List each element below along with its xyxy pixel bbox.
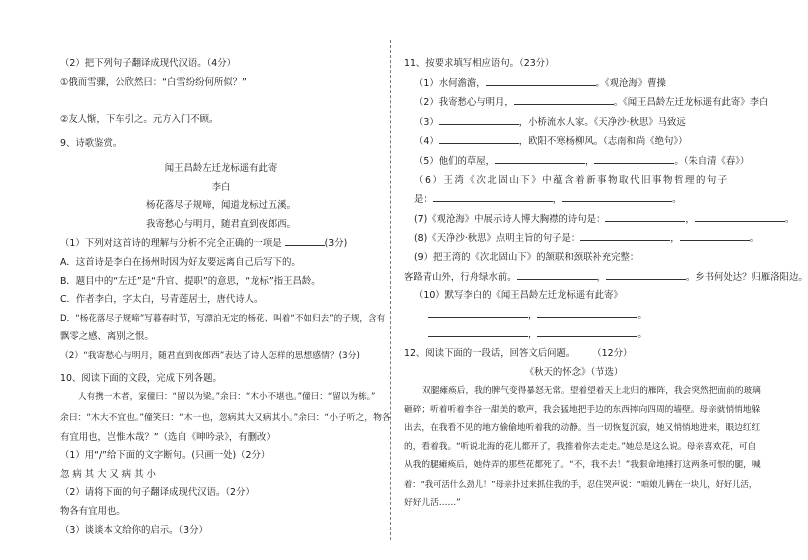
answer-blank[interactable] [580, 229, 670, 241]
answer-blank[interactable] [606, 268, 686, 280]
answer-blank[interactable] [537, 306, 637, 318]
answer-blank[interactable] [439, 132, 519, 144]
answer-blank[interactable] [562, 190, 672, 202]
q8-2-instruction: （2）把下列句子翻译成现代汉语。（4分） [60, 58, 236, 69]
q10-1-text: 忽 病 其 大 又 病 其 小 [60, 468, 156, 480]
option-b: B．题目中的“左迁”是“升官、提职”的意思，“龙标”指王昌龄。 [60, 275, 321, 287]
answer-blank[interactable] [285, 234, 325, 246]
answer-blank[interactable] [495, 152, 585, 164]
fill-5: （5）他们的草屋， ， 。（朱自清《春》） [404, 152, 744, 172]
option-a: A．这首诗是李白在扬州时因为好友要远离自己后写下的。 [60, 256, 301, 268]
fill-7-prefix: (7)《观沧海》中展示诗人博大胸襟的诗句是： [414, 213, 606, 225]
q12-score: （12分） [592, 347, 633, 359]
fill-2 [404, 93, 769, 113]
fill-6-line-1: （6）王湾《次北固山下》中蕴含着新事物取代旧事物哲理的句子 [414, 174, 729, 186]
q12-para-line-2: 砸碎；听着听着李谷一甜美的歌声，我会猛地把手边的东西摔向四周的墙壁。母亲就悄悄地躲 [404, 404, 761, 415]
answer-blank[interactable] [537, 325, 637, 337]
q9-heading: 9、诗歌鉴赏。 [60, 138, 123, 150]
fill-7: (7)《观沧海》中展示诗人博大胸襟的诗句是： ， 。 [404, 210, 744, 230]
fill-9-suffix: 。乡书何处达？归雁洛阳边。 [685, 271, 808, 283]
fill-3-prefix: （3） [414, 116, 439, 128]
q12-para-line-7: 好好儿活……” [404, 497, 461, 508]
right-column [404, 55, 808, 512]
q9-2-question: （2）“我寄愁心与明月，随君直到夜郎西”表达了诗人怎样的思想感情？(3分) [60, 350, 360, 361]
fill-1-prefix: （1）水何澹澹， [414, 77, 486, 89]
fill-1-suffix: 。《观沧海》曹操 [595, 77, 666, 89]
fill-10-answer-1: ， 。 [404, 306, 744, 326]
fill-6-prefix: 是： [414, 194, 433, 206]
answer-blank[interactable] [594, 152, 674, 164]
spacer [60, 92, 382, 111]
q12-passage-title: 《秋天的怀念》（节选） [524, 366, 624, 378]
fill-8: (8)《天净沙·秋思》点明主旨的句子是： ， 。 [404, 229, 744, 249]
fill-10-answer-2: ， 。 [404, 325, 744, 345]
left-column [60, 55, 391, 540]
q12-para-line-1: 双腿瘫痪后，我的脾气变得暴怒无常。望着望着天上北归的雁阵，我会突然把面前的玻璃 [422, 386, 761, 397]
fill-3-suffix: ，小桥流水人家。《天净沙·秋思》马致远 [518, 116, 686, 128]
q10-2-text: 物各有宜用也。 [60, 506, 126, 518]
answer-blank[interactable] [514, 93, 614, 105]
answer-blank[interactable] [428, 306, 528, 318]
option-d-line-1: D．“杨花落尽子规啼”写暮春时节，写漂泊无定的杨花、叫着“不如归去”的子规，含有 [60, 313, 386, 324]
q10-3-question: （3）谈谈本文给你的启示。（3分） [60, 524, 208, 536]
q11-heading: 11、按要求填写相应语句。（23分） [404, 58, 555, 69]
passage-line-1: 人有携一木者，家僮曰：“留以为梁。”余曰：“木小不堪也。”僮曰：“留以为栋。” [78, 392, 376, 403]
q12-para-line-5: 从我的腿瘫痪后，她侍弄的那些花都死了。“不，我不去！”我狠命地捶打这两条可恨的腿，喊 [404, 460, 761, 471]
fill-4-suffix: ，欧阳不寒杨柳风。（志南和尚《绝句》） [518, 136, 688, 148]
fill-3 [404, 113, 744, 133]
fill-8-prefix: (8)《天净沙·秋思》点明主旨的句子是： [414, 233, 581, 245]
fill-4-prefix: （4） [414, 136, 439, 148]
q8-2-sentence-1: ①俄而雪骤，公欣然曰：“白雪纷纷何所似？” [60, 76, 247, 88]
answer-blank[interactable] [517, 268, 597, 280]
passage-line-3: 有宜用也，岂惟木哉？”（选自《呻吟录》，有删改） [60, 431, 276, 443]
fill-1 [404, 74, 744, 94]
q12-para-line-4: 的，看着我。“听说北海的花儿都开了，我推着你去走走。”她总是这么说。母亲喜欢花，可自 [404, 441, 757, 452]
passage-line-2: 余曰：“木大不宜也。”僮笑曰：“木一也，忽病其大又病其小。”余曰：“小子听之，物各 [60, 412, 391, 423]
answer-blank[interactable] [486, 74, 596, 86]
q12-para-line-6: 着：“我可活什么劲儿！”母亲扑过来抓住我的手，忍住哭声说：“咱娘儿俩在一块儿，好好儿活， [404, 479, 758, 490]
fill-5-prefix: （5）他们的草屋， [414, 155, 495, 167]
answer-blank[interactable] [680, 229, 750, 241]
poem-line-2: 我寄愁心与明月，随君直到夜郎西。 [145, 218, 296, 230]
fill-2-suffix: 。《闻王昌龄左迁龙标遥有此寄》李白 [613, 97, 769, 109]
answer-blank[interactable] [439, 113, 519, 125]
option-c: C．作者李白，字太白，号青莲居士，唐代诗人。 [60, 294, 264, 306]
q12-heading [404, 345, 744, 364]
fill-2-prefix: （2）我寄愁心与明月， [414, 97, 514, 109]
q9-1-question [60, 234, 382, 254]
q12-para-line-3: 出去，在我看不见的地方偷偷地听着我的动静。当一切恢复沉寂，她又悄悄地进来，眼边红红 [404, 423, 761, 434]
fill-10: （10）默写李白的《闻王昌龄左迁龙标遥有此寄》 [414, 290, 623, 302]
answer-blank[interactable] [428, 325, 528, 337]
fill-9-prefix: 客路青山外，行舟绿水前。 [404, 271, 517, 283]
poem-author: 李白 [211, 181, 231, 193]
q10-heading: 10、阅读下面的文段，完成下列各题。 [60, 372, 222, 384]
fill-5-suffix: 。（朱自清《春》） [674, 155, 750, 167]
q9-1-score: (3分) [324, 238, 348, 250]
fill-6-line-2: 是： ， 。 [404, 190, 744, 210]
q8-2-sentence-2: ②友人惭，下车引之。元方入门不顾。 [60, 113, 219, 125]
q10-1-question: （1）用“/”给下面的文字断句。(只画一处)（2分） [60, 450, 271, 462]
q9-1-text: （1）下列对这首诗的理解与分析不完全正确的一项是 [60, 238, 282, 250]
column-divider [390, 40, 391, 540]
q10-2-question: （2）请将下面的句子翻译成现代汉语。（2分） [60, 487, 255, 499]
poem-line-1: 杨花落尽子规啼，闻道龙标过五溪。 [145, 200, 296, 212]
answer-blank[interactable] [695, 210, 785, 222]
q12-text: 12、阅读下面的一段话，回答文后问题。 [404, 347, 576, 359]
fill-9-answer: 客路青山外，行舟绿水前。 ， 。乡书何处达？归雁洛阳边。 [404, 268, 744, 288]
fill-9: (9）把王湾的《次北固山下》的颔联和颈联补充完整： [414, 251, 640, 263]
answer-blank[interactable] [605, 210, 685, 222]
poem-title: 闻王昌龄左迁龙标遥有此寄 [164, 162, 278, 174]
option-d-line-2: 飘零之感、离别之恨。 [60, 331, 154, 343]
answer-blank[interactable] [433, 190, 553, 202]
fill-4 [404, 132, 744, 152]
